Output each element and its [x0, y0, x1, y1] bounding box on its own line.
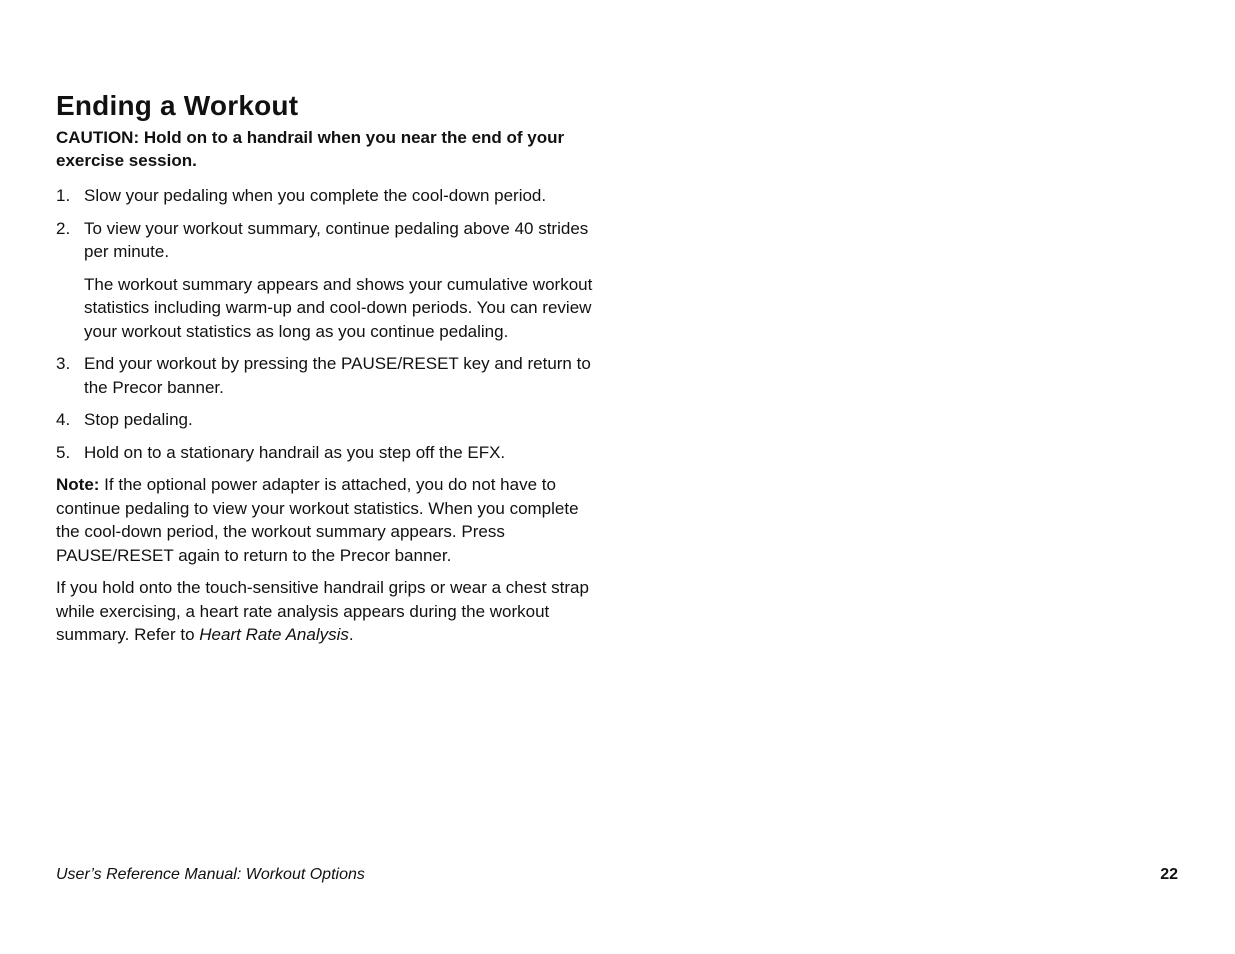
- heart-rate-text: If you hold onto the touch-sensitive handrail grips or wear a chest strap while exercising, a heart rate analysis appears during the workout summary. Refer to: [56, 578, 589, 644]
- note-label: Note:: [56, 475, 100, 494]
- heart-rate-paragraph: [56, 576, 596, 647]
- step-number: 5.: [56, 442, 71, 462]
- steps-list: [56, 184, 596, 464]
- step-item: [56, 352, 596, 399]
- step-number: 3.: [56, 354, 71, 373]
- step-number: 4.: [56, 410, 71, 429]
- step-item: [56, 408, 596, 432]
- heart-rate-analysis-reference: Heart Rate Analysis: [199, 625, 349, 644]
- note-paragraph: [56, 473, 596, 567]
- page-title: Ending a Workout: [56, 90, 299, 121]
- footer-page-number: 22: [1160, 866, 1178, 883]
- footer-manual-title: User’s Reference Manual: Workout Options: [56, 866, 365, 883]
- note-text: If the optional power adapter is attached, you do not have to continue pedaling to view your workout statistics. When you complete the cool-down period, the workout summary appears. Press PAUSE/RESET again to return to the Precor banner.: [56, 475, 579, 565]
- step-number: 1.: [56, 186, 71, 205]
- step-item: [56, 441, 596, 465]
- caution-text: CAUTION: Hold on to a handrail when you near the end of your exercise session.: [56, 128, 565, 170]
- step-text: Slow your pedaling when you complete the cool-down period.: [84, 186, 547, 205]
- step-item: [56, 184, 596, 208]
- step-number: 2.: [56, 218, 71, 238]
- step-text: Hold on to a stationary handrail as you step off the EFX.: [84, 442, 506, 462]
- heart-rate-end: .: [348, 625, 354, 644]
- step-item: [56, 217, 596, 344]
- page-content: [56, 88, 596, 656]
- step-subtext: The workout summary appears and shows your cumulative workout statistics including warm-up and cool-down periods. You can review your workout statistics as long as you continue pedaling.: [84, 274, 593, 341]
- step-text: End your workout by pressing the PAUSE/RESET key and return to the Precor banner.: [84, 354, 591, 397]
- step-text: To view your workout summary, continue pedaling above 40 strides per minute.: [84, 218, 589, 261]
- step-text: Stop pedaling.: [84, 410, 193, 429]
